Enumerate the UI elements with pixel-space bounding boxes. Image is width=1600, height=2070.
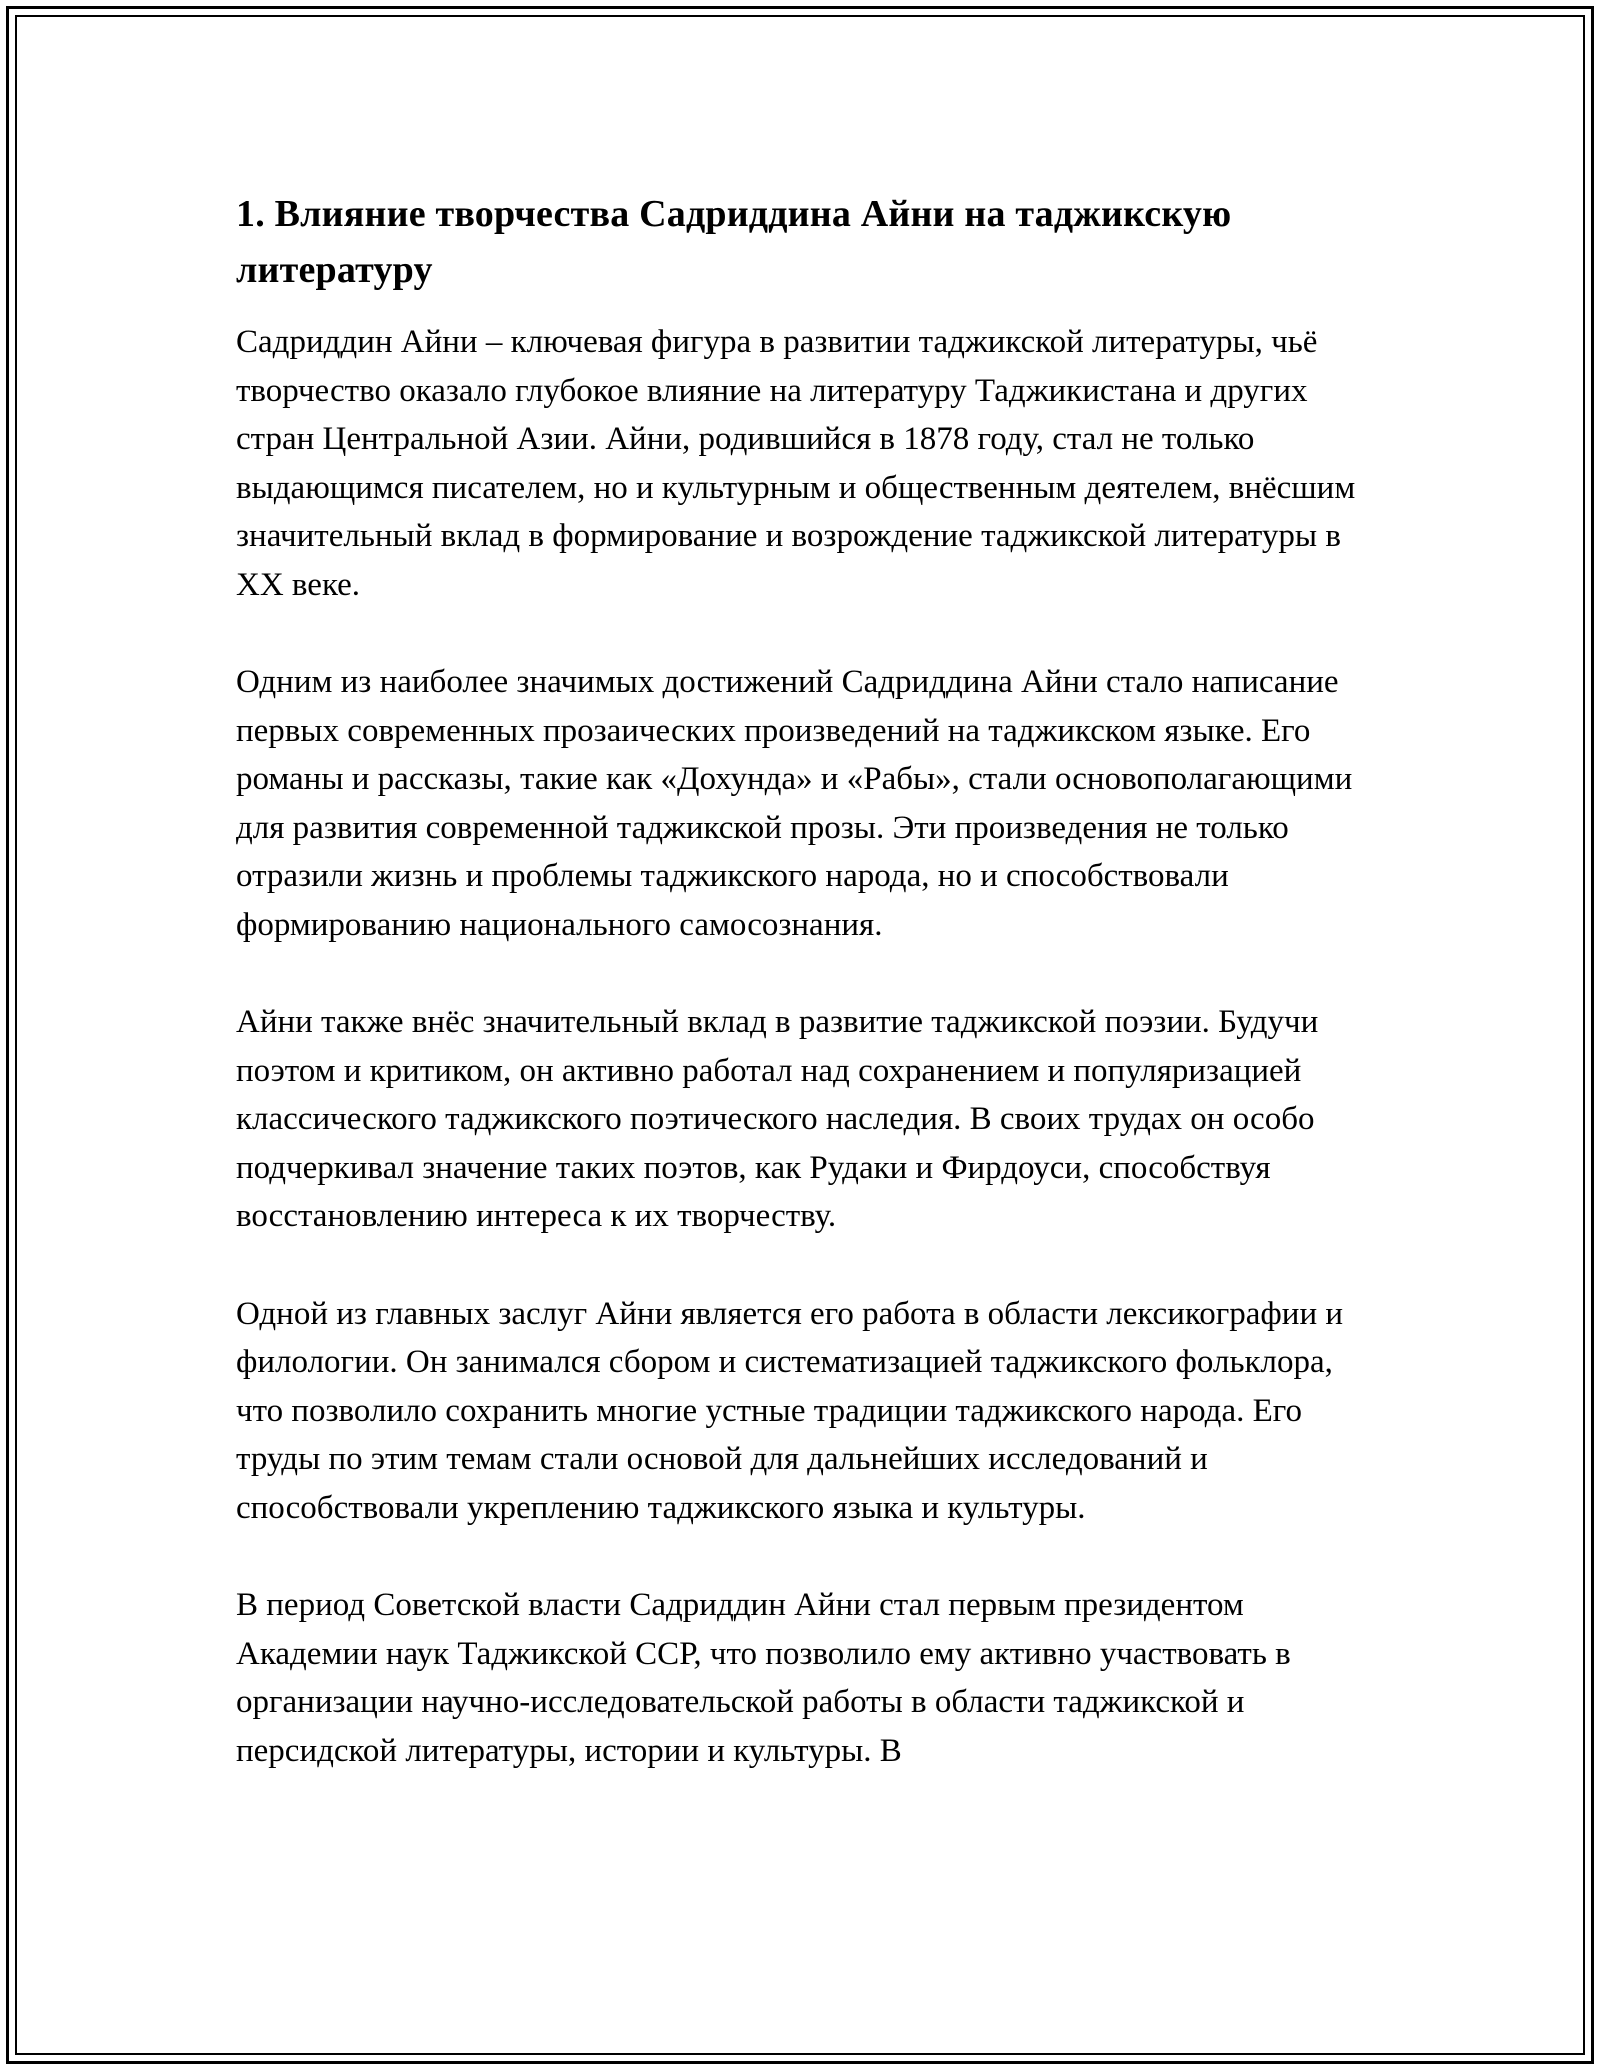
- section-heading: 1. Влияние творчества Садриддина Айни на таджикскую литературу: [236, 193, 1232, 291]
- paragraph-3: Айни также внёс значительный вклад в развитие таджикской поэзии. Будучи поэтом и критиком, он активно работал над сохранением и популяризацией классического таджикского поэтического наследия. В своих трудах он особо подчеркивал значение таких поэтов, как Рудаки и Фирдоуси, способствуя восстановлению интереса к их творчеству.: [236, 1004, 1319, 1234]
- paragraph-4: Одной из главных заслуг Айни является его работа в области лексикографии и филологии. Он занимался сбором и систематизацией таджикского фольклора, что позволило сохранить многие устные традиции таджикского народа. Его труды по этим темам стали основой для дальнейших исследований и способствовали укреплению таджикского языка и культуры.: [236, 1295, 1344, 1526]
- paragraph-2: Одним из наиболее значимых достижений Садриддина Айни стало написание первых современных прозаических произведений на таджикском языке. Его романы и рассказы, такие как «Дохунда» и «Рабы», стали основополагающими для развития современной таджикской прозы. Эти произведения не только отразили жизнь и проблемы таджикского народа, но и способствовали формированию национального самосознания.: [236, 664, 1353, 943]
- paragraph-5: В период Советской власти Садриддин Айни стал первым президентом Академии наук Таджикской ССР, что позволило ему активно участвовать в организации научно-исследовательской работы в области таджикской и персидской литературы, истории и культуры. В: [236, 1587, 1291, 1769]
- document-page: [236, 186, 1386, 1775]
- paragraph-1: Садриддин Айни – ключевая фигура в развитии таджикской литературы, чьё творчество оказало глубокое влияние на литературу Таджикистана и других стран Центральной Азии. Айни, родившийся в 1878 году, стал не только выдающимся писателем, но и культурным и общественным деятелем, внёсшим значительный вклад в формирование и возрождение таджикской литературы в XX веке.: [236, 324, 1356, 603]
